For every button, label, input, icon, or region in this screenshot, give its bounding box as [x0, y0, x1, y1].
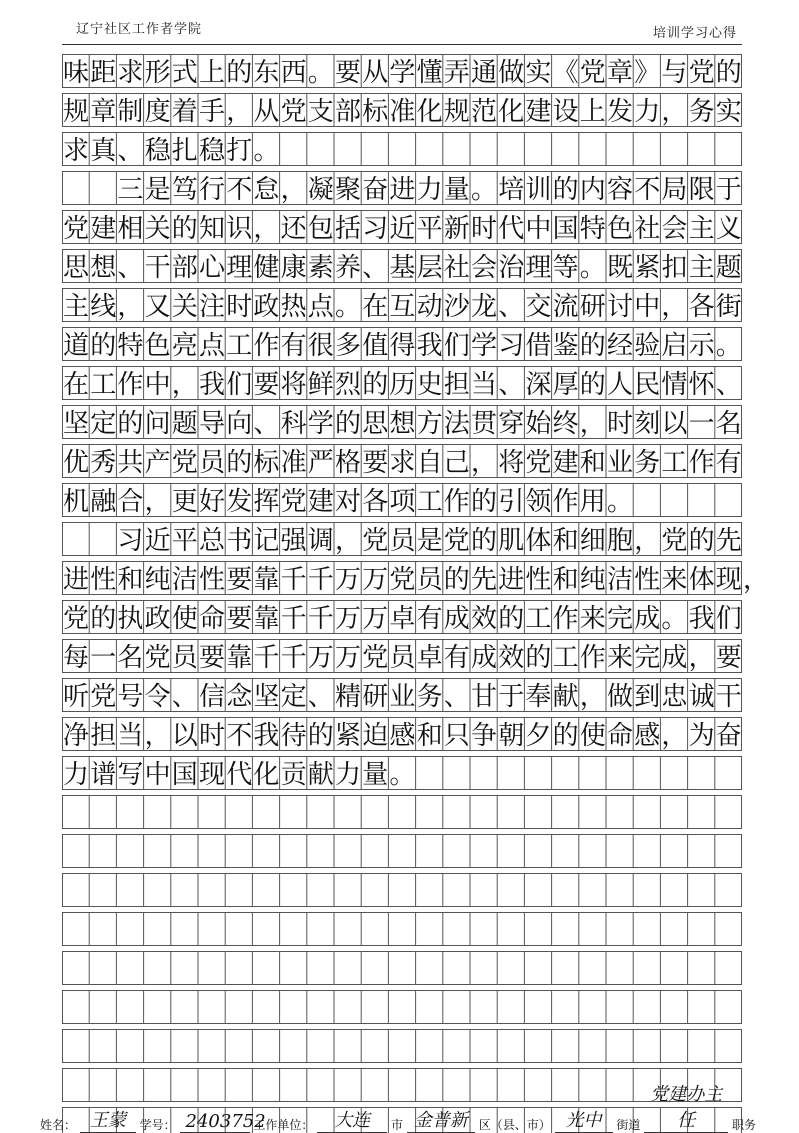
manuscript-line: 在工作中，我们要将鲜烈的历史担当、深厚的人民情怀、 — [63, 370, 742, 400]
grid-row — [63, 639, 742, 673]
manuscript-line: 进性和纯洁性要靠千千万万党员的先进性和纯洁性来体现， — [63, 565, 769, 595]
position-value: 党建办主任 — [644, 1080, 728, 1133]
grid-row — [63, 366, 742, 400]
grid-row — [63, 132, 742, 166]
grid-row — [63, 210, 742, 244]
unit-label: 工作单位： — [253, 1116, 313, 1133]
manuscript-line: 主线，又关注时政热点。在互动沙龙、交流研讨中，各街 — [63, 292, 742, 322]
grid-row — [63, 249, 742, 283]
grid-row — [63, 600, 742, 634]
grid-row — [63, 795, 742, 829]
grid-row — [63, 1029, 742, 1063]
grid-row — [63, 717, 742, 751]
grid-row — [63, 561, 770, 595]
name-value: 王蒙 — [80, 1106, 136, 1133]
district-value: 金普新 — [407, 1106, 475, 1133]
manuscript-line: 习近平总书记强调，党员是党的肌体和细胞，党的先 — [63, 526, 742, 556]
manuscript-line: 力谱写中国现代化贡献力量。 — [63, 760, 415, 790]
street-value: 光中 — [555, 1106, 613, 1133]
city-label: 市 — [391, 1116, 403, 1133]
manuscript-line: 规章制度着手，从党支部标准化规范化建设上发力，务实 — [63, 97, 742, 127]
manuscript-line: 三是笃行不怠，凝聚奋进力量。培训的内容不局限于 — [63, 175, 742, 205]
grid-row — [63, 483, 742, 517]
header-institute: 辽宁社区工作者学院 — [76, 18, 202, 37]
header-divider — [62, 44, 742, 45]
manuscript-line: 思想、干部心理健康素养、基层社会治理等。既紧扣主题 — [63, 253, 742, 283]
grid-row — [63, 912, 742, 946]
grid-row — [63, 93, 742, 127]
manuscript-line: 求真、稳扎稳打。 — [63, 136, 279, 166]
city-value: 大连 — [317, 1106, 387, 1133]
grid-row — [63, 405, 742, 439]
grid-row — [63, 756, 742, 790]
position-label: 职务 — [732, 1116, 756, 1133]
grid-row — [63, 327, 742, 361]
grid-row — [63, 873, 742, 907]
manuscript-line: 党的执政使命要靠千千万万卓有成效的工作来完成。我们 — [63, 604, 742, 634]
grid-row — [63, 678, 742, 712]
manuscript-line: 道的特色亮点工作有很多值得我们学习借鉴的经验启示。 — [63, 331, 742, 361]
manuscript-line: 每一名党员要靠千千万万党员卓有成效的工作来完成，要 — [63, 643, 742, 673]
manuscript-line: 听党号令、信念坚定、精研业务、甘于奉献，做到忠诚干 — [63, 682, 742, 712]
manuscript-line: 机融合，更好发挥党建对各项工作的引领作用。 — [63, 487, 633, 517]
grid-row — [63, 951, 742, 985]
header-doc-type: 培训学习心得 — [653, 22, 737, 41]
footer-info — [40, 1080, 780, 1133]
grid-row — [63, 171, 742, 205]
student-no-label: 学号： — [140, 1116, 176, 1133]
manuscript-line: 坚定的问题导向、科学的思想方法贯穿始终，时刻以一名 — [63, 409, 742, 439]
grid-row — [63, 288, 742, 322]
student-no-value: 2403752 — [180, 1111, 250, 1133]
manuscript-line: 优秀共产党员的标准严格要求自己，将党建和业务工作有 — [63, 448, 742, 478]
name-label: 姓名： — [40, 1116, 76, 1133]
street-label: 街道 — [616, 1116, 640, 1133]
manuscript-line: 味距求形式上的东西。要从学懂弄通做实《党章》与党的 — [63, 58, 742, 88]
manuscript-line: 净担当，以时不我待的紧迫感和只争朝夕的使命感，为奋 — [63, 721, 742, 751]
grid-row — [63, 522, 742, 556]
grid-row — [63, 834, 742, 868]
manuscript-grid — [62, 54, 742, 1054]
grid-row — [63, 444, 742, 478]
manuscript-line: 党建相关的知识，还包括习近平新时代中国特色社会主义 — [63, 214, 742, 244]
district-label: 区（县、市） — [479, 1116, 551, 1133]
grid-row — [63, 990, 742, 1024]
grid-row — [63, 54, 742, 88]
